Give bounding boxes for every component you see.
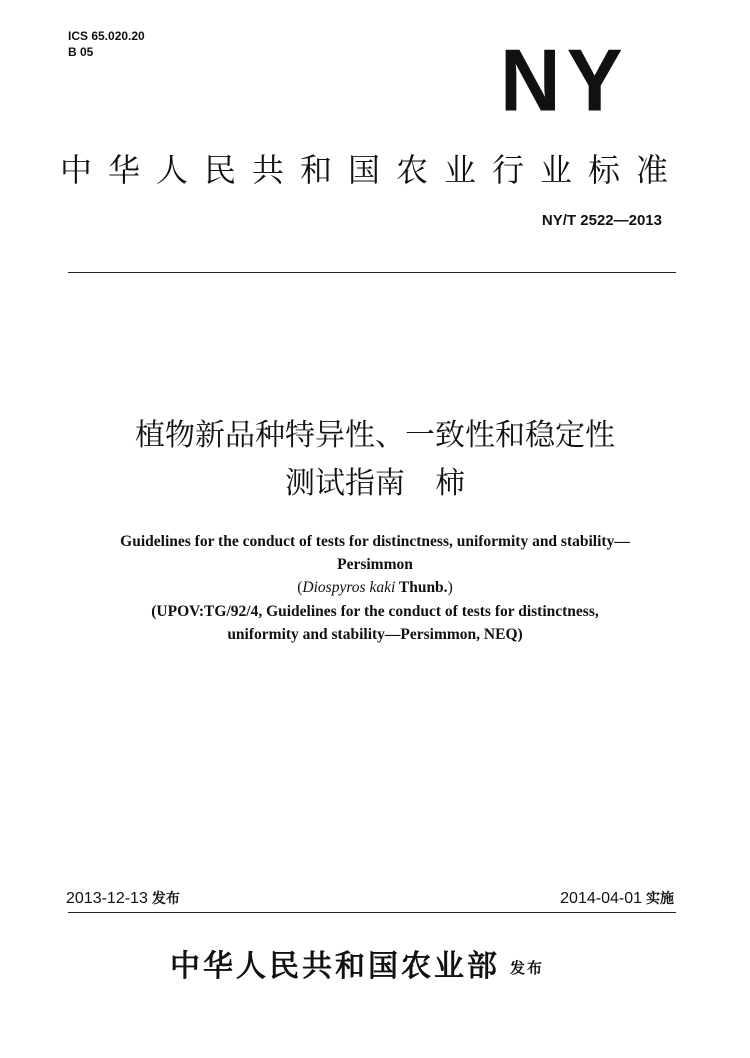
implement-date: 2014-04-01 <box>560 890 642 907</box>
ny-logo: NY <box>500 30 629 130</box>
ccs-code: B 05 <box>68 45 94 59</box>
scientific-name: Diospyros kaki <box>302 579 396 596</box>
title-en-line1: Guidelines for the conduct of tests for distinctness, uniformity and stability— <box>120 533 630 550</box>
author-abbrev: Thunb. <box>395 579 448 596</box>
title-en-line2: Persimmon <box>337 556 413 573</box>
title-zh-line2: 测试指南 柿 <box>285 466 465 501</box>
standard-code: NY/T 2522—2013 <box>541 212 662 229</box>
bottom-divider <box>68 912 676 913</box>
implement-label: 实施 <box>646 891 674 907</box>
issue-date: 2013-12-13 <box>66 890 148 907</box>
issue-date-block <box>66 888 180 908</box>
ics-code: ICS 65.020.20 <box>68 29 145 43</box>
publisher-label: 发布 <box>510 959 545 977</box>
implement-date-block <box>560 888 674 908</box>
publisher-name: 中华人民共和国农业部 <box>170 949 500 984</box>
issue-label: 发布 <box>151 891 180 907</box>
paren-close: ) <box>447 579 453 596</box>
top-divider <box>68 272 676 273</box>
title-zh-line1: 植物新品种特异性、一致性和稳定性 <box>135 418 615 453</box>
title-en-line3 <box>60 576 690 599</box>
title-en-line5: uniformity and stability—Persimmon, NEQ) <box>227 626 523 643</box>
paren-open: ( <box>297 579 303 596</box>
title-en-line4: (UPOV:TG/92/4, Guidelines for the conduct of tests for distinctness, <box>151 603 599 620</box>
classification-codes <box>68 28 145 60</box>
standard-type: 中华人民共和国农业行业标准 <box>60 151 670 189</box>
publisher-block <box>170 945 544 990</box>
